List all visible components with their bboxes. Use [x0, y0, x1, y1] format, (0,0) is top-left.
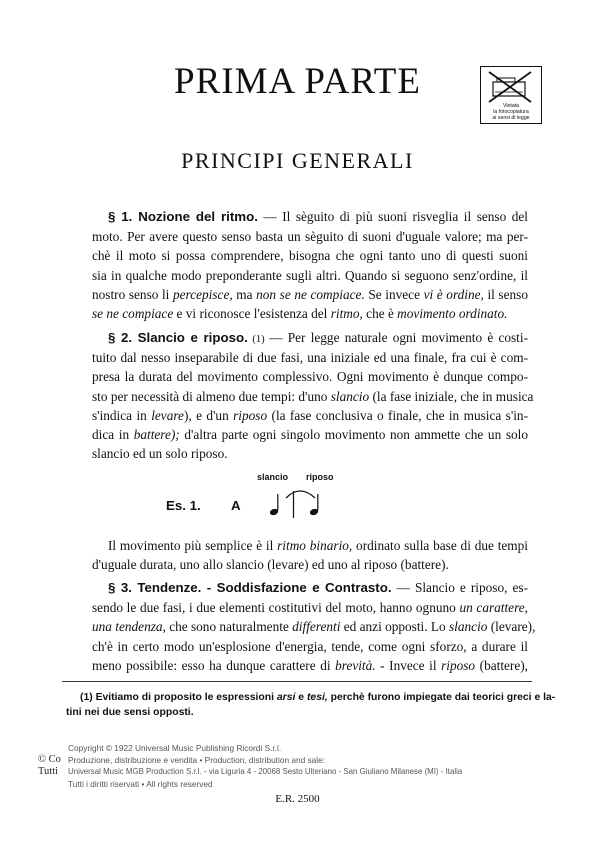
footnote-mark: (1)	[247, 334, 270, 345]
s1-line-2: moto. Per avere questo senso basta un sèguito di suoni d'uguale valore; ma per-	[92, 229, 528, 244]
para-binary-line-1: Il movimento più semplice è il ritmo binario, ordinato sulla base di due tempi	[108, 538, 528, 553]
s2-line-7: slancio ed un solo riposo.	[92, 446, 228, 461]
s2-line-4: sto per necessità di almeno due tempi: d'uno slancio (la fase iniziale, che in musica	[92, 389, 534, 404]
section-title: PRINCIPI GENERALI	[181, 148, 414, 173]
rhythm-notation	[0, 464, 595, 526]
copyright-line-4: Tutti i diritti riservati • All rights reserved	[68, 779, 213, 789]
s1-line-4: sia in qualche modo preponderante sugli altri. Quando si seguono senz'ordine, il	[92, 268, 528, 283]
copyright-side-1: © Co	[38, 754, 61, 765]
copyright-line-2: Produzione, distribuzione e vendita • Production, distribution and sale:	[68, 755, 326, 765]
footnote-line-2: tini nei due sensi opposti.	[66, 707, 194, 718]
example-letter: A	[231, 498, 241, 513]
s2-line-2: tuito dal nesso inseparabile di due fasi, una iniziale ed una finale, fra cui è com-	[92, 350, 528, 365]
stamp-line-1: Vietata	[502, 103, 520, 109]
s3-line-3: una tendenza, che sono naturalmente differenti ed anzi opposti. Lo slancio (levare),	[92, 619, 536, 634]
phrase-slur	[286, 491, 315, 498]
s1-line-1: § 1. Nozione del ritmo. — Il sèguito di più suoni risveglia il senso del	[108, 209, 528, 224]
slancio-label: slancio	[257, 472, 289, 482]
s3-line-1: § 3. Tendenze. - Soddisfazione e Contrasto. — Slancio e riposo, es-	[108, 580, 529, 595]
example-label: Es. 1.	[166, 498, 201, 513]
footnote-line-1: (1) Evitiamo di proposito le espressioni arsi e tesi, perchè furono impiegate dai teorici greci e la-	[80, 692, 556, 703]
note-1	[269, 494, 279, 516]
s1-line-6: se ne compiace e vi riconosce l'esistenza del ritmo, che è movimento ordinato.	[92, 306, 508, 321]
s3-heading: § 3. Tendenze. - Soddisfazione e Contrasto.	[108, 580, 392, 595]
copyright-line-1: Copyright © 1922 Universal Music Publishing Ricordi S.r.l.	[68, 743, 282, 753]
s1-line-5: nostro senso li percepisce, ma non se ne compiace. Se invece vi è ordine, il senso	[92, 287, 528, 302]
footnote-rule	[62, 681, 532, 682]
page-title: PRIMA PARTE	[174, 61, 421, 102]
photocopy-stamp	[480, 66, 542, 124]
example-1	[0, 464, 595, 526]
s2-line-3: presa la durata del movimento complessivo. Ogni movimento è dunque compo-	[92, 369, 528, 384]
s2-line-6: dica in battere); d'altra parte ogni singolo movimento non ammette che un solo	[92, 427, 528, 442]
riposo-label: riposo	[306, 472, 334, 482]
s3-line-2: sendo le due fasi, i due elementi costitutivi del moto, hanno ognuno un carattere,	[92, 600, 528, 615]
s2-line-5: s'indica in levare), e d'un riposo (la fase conclusiva o finale, che in musica s'in-	[92, 408, 528, 423]
stamp-line-2: la fotocopiatura	[493, 109, 529, 115]
s2-heading: § 2. Slancio e riposo.	[108, 330, 248, 345]
s1-heading: § 1. Nozione del ritmo.	[108, 209, 258, 224]
copyright-line-3: Universal Music MGB Production S.r.l. - via Liguria 4 - 20068 Sesto Ulteriano - San Giuliano Milanese (MI) - Italia	[68, 767, 463, 776]
stamp-line-3: ai sensi di legge	[492, 115, 530, 121]
para-binary-line-2: d'uguale durata, uno allo slancio (levare) ed uno al riposo (battere).	[92, 557, 449, 572]
copyright-side-2: Tutti	[38, 766, 59, 777]
s1-line-3: chè il moto si possa comprendere, bisogna che ogni tanto uno di questi suoni	[92, 248, 528, 263]
s3-line-4: ch'è in certo modo un'esplosione d'energia, tende, come ogni sforzo, a durare il	[92, 639, 528, 654]
no-photocopy-icon	[487, 70, 535, 104]
s2-line-1: § 2. Slancio e riposo. (1) — Per legge naturale ogni movimento è costi-	[108, 330, 528, 345]
catalog-number: E.R. 2500	[275, 793, 320, 805]
s3-line-5: meno possibile: esso ha dunque carattere di brevità. - Invece il riposo (battere),	[92, 658, 529, 673]
